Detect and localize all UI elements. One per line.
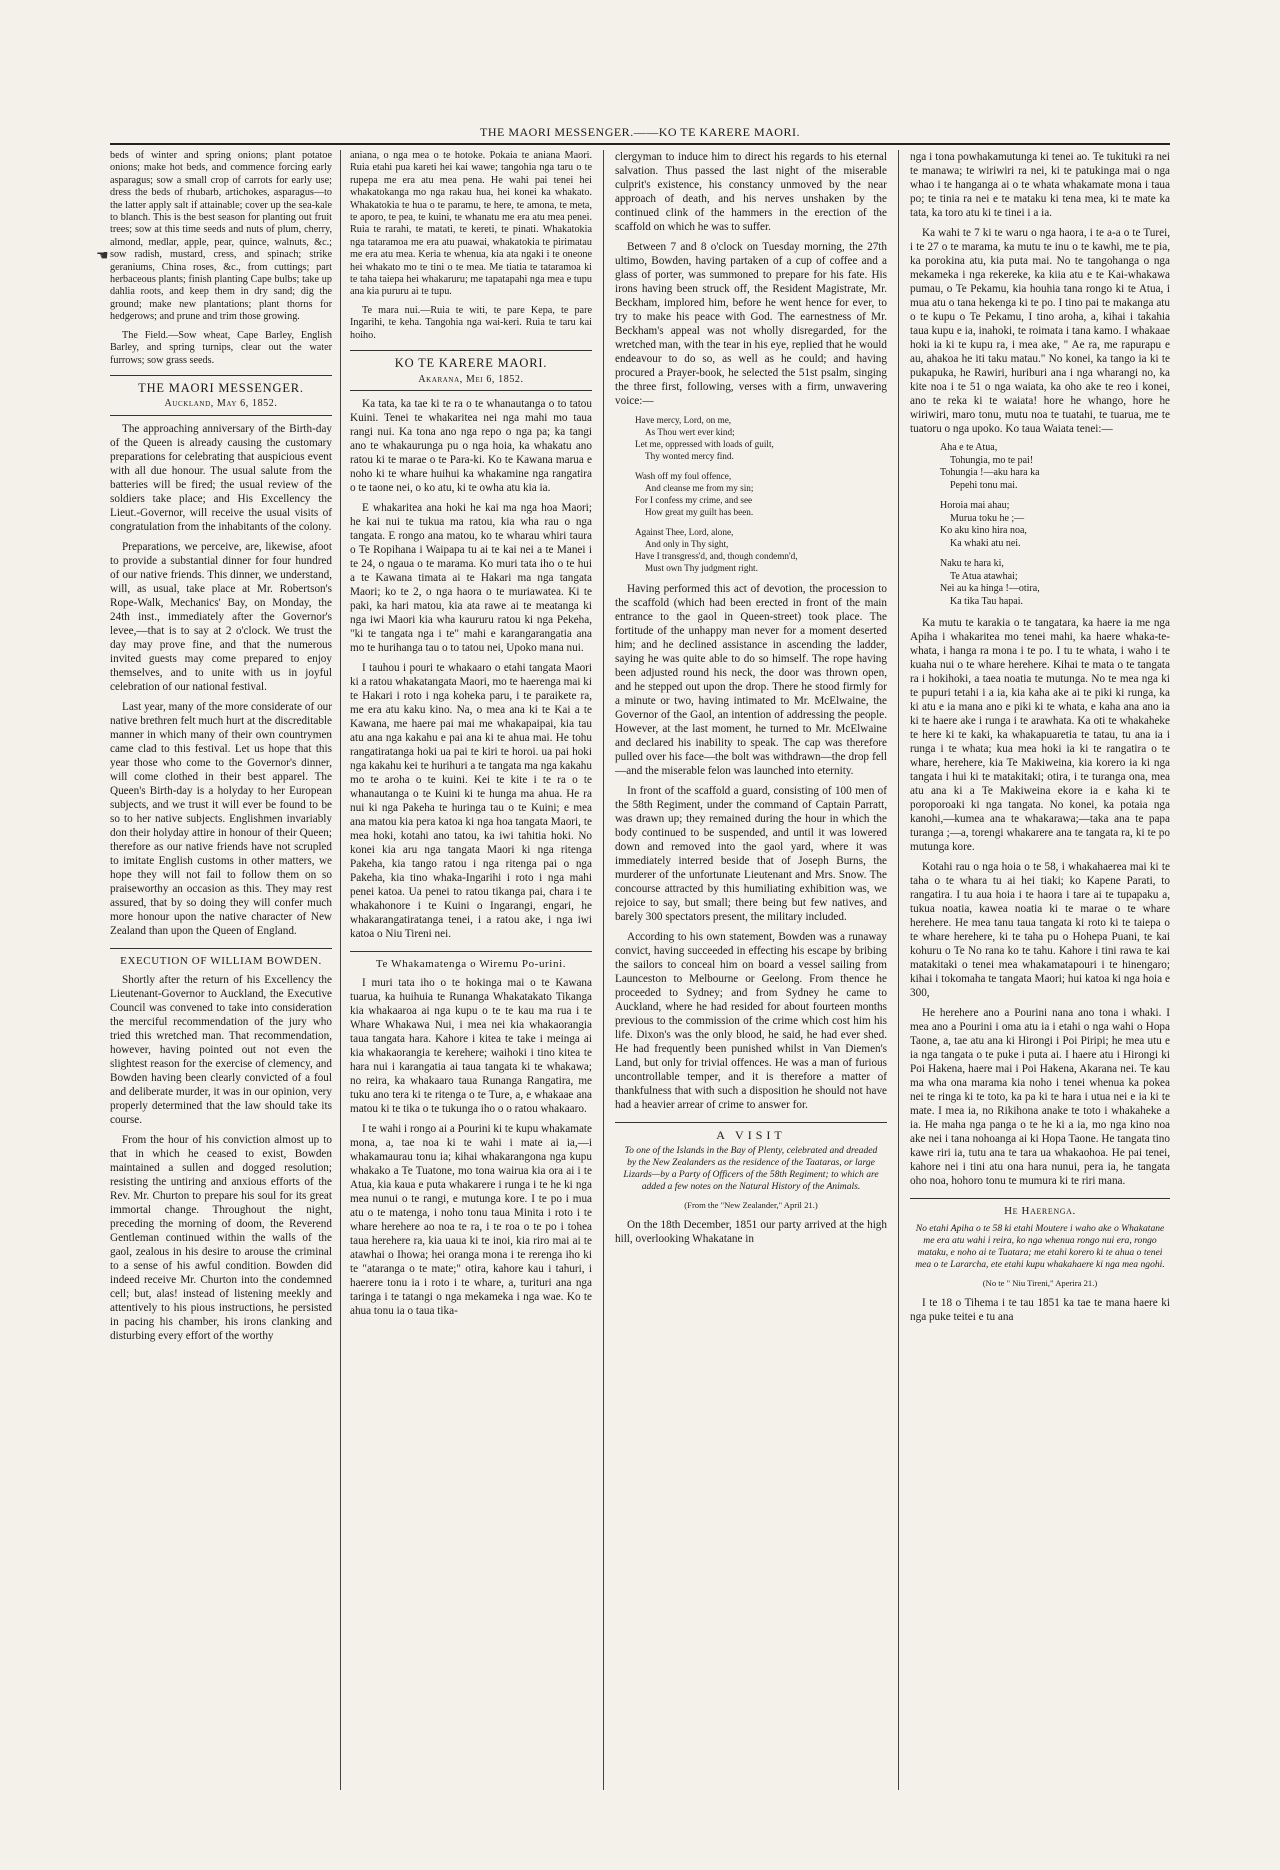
column-maori-left [350, 150, 592, 1790]
article-paragraph: From the hour of his conviction almost up to that in which he ceased to exist, Bowden maintained a sullen and dogged resolution; resisting the untiring and anxious efforts of the Rev. Mr. Churton to prepare his soul for its great immortal change. Throughout the night, preceding the morning of doom, the Reverend Gentleman continued within the walls of the gaol, zealous in his desire to arouse the criminal to a sense of his awful condition. Bowden did indeed receive Mr. Churton into the condemned cell; but, alas! instead of listening meekly and attentively to his pious instructions, he persisted in pacing his chamber, his irons clanking and disturbing every effort of the worthy [110, 1134, 332, 1343]
article-paragraph: I te wahi i rongo ai a Pourini ki te kupu whakamate mona, a, tae noa ki te wahi i mate ai ia,—i whakamaurau tonu ia; kihai whakarangona nga kupu whakako a Te Tuatone, mo tona wairua kia ora ai i te Atua, kia kaua e puta whakarere i runga i te he ki nga mea nunui o te rangi, e mutunga kore. I te po i mua atu o te matenga, i noho tonu taua Minita i roto i te whare herehere ao noa te ra, i te roa o te po i tohea taua herehere ra, kia uaua ki te inoi, kia riro mai ai te atawhai o Ihowa; hei oranga mona i te rerenga iho ki te "ataranga o te mate;" otira, kahore kau i tahuri, i haerere tonu ia i roto i te whare, a, turituri ana nga taringa i te tatangi o nga mekameka i nga wae. Ko te ahua tonu ia o taua tika- [350, 1123, 592, 1318]
article-paragraph: Between 7 and 8 o'clock on Tuesday morning, the 27th ultimo, Bowden, having partaken of a cup of coffee and a glass of porter, was summoned to prepare for his fate. His irons having been struck off, the Resident Magistrate, Mr. Beckham, implored him, before he went hence for ever, to try to make his peace with God. The earnestness of Mr. Beckham's appeal was not wholly disregarded, for the wretched man, with the tear in his eye, replied that he would endeavour to do so, as well as he could; and having procured a Prayer-book, he selected the 51st psalm, singing the three first, following, verses with a firm, unwavering voice:— [615, 241, 887, 407]
page-header: THE MAORI MESSENGER.——KO TE KARERE MAORI. [110, 125, 1170, 145]
article-paragraph: E whakaritea ana hoki he kai ma nga hoa Maori; he kai nui te tukua ma ratou, kia wha rau o nga tangata. E rongo ana matou, ko te wharau whiri taura o Te Ropihana i Waipapa tu ai te kai nei a te Manei i te 24, o ngaua o te marama. Ko muri tata iho o te hui a te Kawana timata ai te Hakari ma nga tangata Maori; ko te 2, o nga haora o te muriawatea. Ki te paki, ka hari matou, kia ata rawe ai te meatanga ki nga iwi Maori kia wha kaururu ratou ki nga Pekeha, "ki te tangata nga i te" mahi e karangarangatia ana mo te hurihanga tau o to tatou nei, Upoko mana nui. [350, 501, 592, 654]
visit-heading: A VISIT [615, 1122, 887, 1141]
verse-line: Ka whaki atu nei. [950, 537, 1021, 549]
verse-line: Let me, oppressed with loads of guilt, [635, 439, 774, 449]
article-paragraph: Having performed this act of devotion, the procession to the scaffold (which had been erected in front of the main entrance to the gaol in Queen-street) took place. The fortitude of the unhappy man never for a moment deserted him; and he declined assistance in ascending the ladder, saying he was quite able to do so himself. The rope having been adjusted round his neck, the door was thrown open, and he stepped out upon the drop. There he stood firmly for a minute or two, having intimated to Mr. McElwaine, the Governor of the Gaol, an intention of addressing the people. However, at the last moment, he turned to Mr. McElwaine and declared his inability to speak. The cap was therefore pulled over his face—the bolt was withdrawn—the drop fell—and the miserable felon was launched into eternity. [615, 583, 887, 777]
haerenga-heading: He Haerenga. [910, 1198, 1170, 1217]
verse-line: Naku te hara ki, [940, 558, 1004, 569]
article-paragraph: He herehere ano a Pourini nana ano tona i whaki. I mea ano a Pourini i oma atu ia i etahi o nga wahi o Hopa Taone, a, tae atu ana ki Hirongi i Poi Piripi; he mea utu e ia nga tangata o te puke i puta ai. I haere atu i Hirongi ki Poi Hakena, haere mai i Poi Hakena, Akarana nei. Te kau ma wha ona marama kia noho i tenei whenua ka pokea nei te ringa ki te toto, ka pa ki te hara i utua nei e ia ki te mate. I mea ia, no Rikihona anake te toto i whakaheke a ia. He maha nga panga o te he ki a ia, mo nga kino noa ake nei i tana nohoanga ai ki Hopa Taone. He tangata tino kawe riri ia, tutu ana te tara ua whakaohoa. He pai tenei, kahore nei i tini atu ona hara nunui, pera ia, he tangata oho noa, hohoro tonu te mumura ki te riri mana. [910, 1007, 1170, 1187]
column-english-right [615, 150, 887, 1790]
verse-line: Have I transgress'd, and, though condemn'd, [635, 551, 798, 561]
article-paragraph: I te 18 o Tihema i te tau 1851 ka tae te mana haere ki nga puke teitei e tu ana [910, 1296, 1170, 1323]
haerenga-subheading: No etahi Apiha o te 58 ki etahi Moutere i waho ake o Whakatane me era atu wahi i reira, ko nga whenua rongo nui era, rongo mataku, e noho ai te Tuatara; me etahi korero ki te ahua o tenei mea o te Lararcha, ete etahi kupu whakahaere ki nga mea ngohi. [915, 1223, 1165, 1271]
verse-line: Horoia mai ahau; [940, 500, 1010, 511]
verse-line: Aha e te Atua, [940, 442, 998, 453]
pointing-hand-mark-icon: ☚ [96, 249, 109, 264]
article-paragraph: Ka wahi te 7 ki te waru o nga haora, i te a-a o te Turei, i te 27 o te marama, ka mutu te inu o te kawhi, me te pia, ka porokina atu, kia puta mai. No te tangohanga o nga mekameka i nga rekereke, ka kiia atu e te Kai-whakawa pumau, o Te Pekamu, kia houhia tana rongo ki te Atua, i mua atu o tana hekenga ki te po. I tino pai te makanga atu o te kupu o Te Pekamu, I tino aroha, a, kihai i takahia taua kupu e ia, inahoki, te roimata i tana kamo. I whakaae hoki ia ki te kupu ra, i mea ake, " Ae ra, me rapurapu e au, ahakoa he iti taku matau." No konei, ka tango ia ki te pukapuka, he Rawiri, huriburi ana i nga wharangi no, ka kite noa i te 51 o nga waiata, ka oho ake te reo i konei, ano te reka ki te waiata! hore he whango, hore he wiriwiri, maro tonu, mutu noa te tuatahi, te tuarua, me te tuatoru o nga upoko. Ko taua Waiata tenei:— [910, 227, 1170, 435]
article-paragraph: According to his own statement, Bowden was a runaway convict, having succeeded in effecting his escape by bribing the sailors to conceal him on board a vessel sailing from Launceston to Melbourne or Geelong. From thence he proceeded to Sydney; and from Sydney he came to Auckland, where he had resided for about fourteen months previous to the commission of the crime which cost him his life. Dixon's was the only blood, he said, he had ever shed. He had frequently been punished whilst in Van Diemen's Land, but only for trivial offences. He was a man of furious uncontrollable temper, and it is therefore a matter of thankfulness that with such a disposition he should not have had a heavier arrear of crime to answer for. [615, 931, 887, 1111]
article-paragraph: The approaching anniversary of the Birth-day of the Queen is already causing the customary preparations for celebrating that auspicious event with all due honour. The usual salute from the batteries will be fired; the usual review of the soldiers take place; and His Excellency the Lieut.-Governor, will receive the usual visits of congratulation from the inhabitants of the colony. [110, 422, 332, 533]
visit-credit: (From the "New Zealander," April 21.) [684, 1200, 818, 1211]
verse-line: As Thou wert ever kind; [645, 427, 735, 437]
visit-subheading: To one of the Islands in the Bay of Plenty, celebrated and dreaded by the New Zealanders as the residence of the Taataras, or large Lizards—by a Party of Officers of the 58th Regiment; to which are added a few notes on the Natural History of the Animals. [623, 1145, 879, 1193]
verse-line: Nei au ka hinga !—otira, [940, 583, 1040, 594]
verse-line: Thy wonted mercy find. [645, 451, 734, 461]
article-paragraph: On the 18th December, 1851 our party arrived at the high hill, overlooking Whakatane in [615, 1218, 887, 1245]
article-paragraph: nga i tona powhakamutunga ki tenei ao. Te tukituki ra nei te manawa; te wiriwiri ra nei, ki te patukinga mai o nga whao i te hanganga ai o te whata whakamate mona i taua po; te tinia ra nei e te mataku ki tena mea, ki te mate ka tata, ka toro atu ki te tinei i a ia. [910, 151, 1170, 219]
verse-line: Tohungia, mo te pai! [950, 454, 1034, 466]
wiremu-heading: Te Whakamatenga o Wiremu Po-urini. [350, 951, 592, 970]
article-paragraph: Ka tata, ka tae ki te ra o te whanautanga o to tatou Kuini. Tenei te whakaritea nei nga mahi mo taua rangi nui. Ka tona ano nga repo o nga pa; ka tangi ano te whakaurunga pu o nga hoia, ka whakatu ano ratou ki te marae o te Para-ki. Ko te Kawana marua e noho ki te whare huihui ka whakamine nga rangatira o te taone nei, o ko atu, ki te owha atu kia ia. [350, 397, 592, 494]
verse-line: Wash off my foul offence, [635, 471, 732, 481]
haerenga-credit: (No te " Niu Tireni," Aperira 21.) [982, 1278, 1098, 1289]
masthead-english: THE MAORI MESSENGER. [110, 375, 332, 394]
column-maori-right [910, 150, 1170, 1790]
verse-line: For I confess my crime, and see [635, 495, 753, 505]
verse-line: Ka tika Tau hapai. [950, 595, 1023, 607]
verse-line: Pepehi tonu mai. [950, 479, 1018, 491]
article-paragraph: I muri tata iho o te hokinga mai o te Kawana tuarua, ka huihuia te Runanga Whakatakato Tikanga kia whakaaroa ai nga kupu o te te kau ma rua i te Whare Whakawa Nui, i mea nei kia whakaorangia taua tangata hara. Kahore i kitea te take i meinga ai kia whakaorangia te kerehere; waihoki i tino kitea te hara nui i karangatia ai taua tangata ki te whakawa; no reira, ka whakaaro taua Runanga Rangatira, me tuku ano tera ki te ritenga o te Ture, a, e whakaae ana matou ki te tika o te tukunga iho o o ratou whakaaro. [350, 977, 592, 1116]
masthead-maori: KO TE KARERE MAORI. [350, 350, 592, 369]
article-paragraph: Last year, many of the more considerate of our native brethren felt much hurt at the discreditable manner in which many of their own countrymen came clad to this festival. Let us hope that this year those who come to the Governor's dinner, will come clothed in their best apparel. The Queen's Birth-day is a holyday to her European subjects, and we trust it will ever be found to be so to her native subjects. Englishmen invariably don their holyday attire in honour of their Queen; therefore as our native friends have not scrupled to imitate English customs in other matters, we hope they will not fail to follow them on so praiseworthy an occasion as this. They may rest assured, that by so doing they will confer much more honour upon the native character of New Zealand than upon the Queen of England. [110, 700, 332, 937]
verse-line: How great my guilt has been. [645, 507, 754, 517]
article-paragraph: Shortly after the return of his Excellency the Lieutenant-Governor to Auckland, the Executive Council was convened to take into consideration the merciful recommendation of the jury who tried this wretched man. That recommendation, however, having pointed out not even the slightest reason for the exercise of clemency, and Bowden having been clearly convicted of a foul and deliberate murder, it was in our opinion, very properly determined that the law should take its course. [110, 974, 332, 1127]
psalm-verse [635, 414, 887, 574]
verse-line: Ko aku kino hira noa, [940, 525, 1027, 536]
column-divider [603, 150, 604, 1790]
garden-maori-text: aniana, o nga mea o te hotoke. Pokaia te aniana Maori. Ruia etahi pua kareti hei kai wawe; tangohia nga taru o te rupepa me era atu mea pena. He wahi pai tenei hei whakatokanga mo nga rakau hua, hei konei ka whakato. Whakatokia te hua o te paramu, te here, te amona, te meta, te aporo, te pea, te kuini, te whanatu me era atu mea penei. Ruia te rarahi, te matati, te kereti, te pinati. Whakatokia nga tataramoa me era atu puawai, whakatokia te pirimatau me era atu mea. Keria te whenua, kia ata ngaki i te oneone hei whakato mo te tini o te mea. Me tiatia te tataramoa ki te taha taiepa hei whakaruru; me tapatapahi nga mea e tupu ana kia pururu ai te tupu. [350, 150, 592, 298]
verse-line: Murua toku he ;— [950, 512, 1025, 524]
field-maori-text: Te mara nui.—Ruia te witi, te pare Kepa, te pare Ingarihi, te keha. Tangohia nga wai-keri. Ruia te taru kai hoiho. [350, 304, 592, 341]
article-paragraph: clergyman to induce him to direct his regards to his eternal salvation. Thus passed the last night of the miserable culprit's existence, his constancy unmoved by the near approach of death, and his nerves unshaken by the continued clink of the hammers in the erection of the scaffold on which he was to suffer. [615, 151, 887, 233]
article-paragraph: Kotahi rau o nga hoia o te 58, i whakahaerea mai ki te taha o te whara tu ai hei tiaki; ko Kapene Parati, to rangatira. I tu aua hoia i te haora i tare ai te tupapaku a, tukua noatia, kawea noatia ki te marae o te whare herehere. He mea tanu taua tangata ki roto ki te taiepa o te whare herehere, ki te taha pu o Hohepa Puani, te kai kohuru o Te No rana ko te tahu. Kahore i tini rawa te kai matakitaki o tenei mea whakamatapouri i te hinengaro; kihai i tokomaha te tangata Maori; hui katoa ki nga hoia e 300, [910, 861, 1170, 999]
verse-line: Must own Thy judgment right. [645, 563, 758, 573]
garden-intro-text: beds of winter and spring onions; plant potatoe onions; make hot beds, and commence forcing early asparagus; sow a small crop of carrots for early use; dress the beds of rhubarb, artichokes, asparagus—to the latter apply salt if attainable; cover up the sea-kale to blanch. This is the best season for planting out fruit trees; sow at this time seeds and nuts of plum, cherry, almond, medlar, apple, pear, quince, walnuts, &c.; sow radish, mustard, cress, and spinach; strike geraniums, China roses, &c., from cuttings; part herbaceous plants; finish planting Cape bulbs; take up dahlia roots, and keep them in dry sand; dig the ground; make new plantations; plant thorns for hedgerows; and prune and trim those growing. [110, 150, 332, 323]
article-paragraph: In front of the scaffold a guard, consisting of 100 men of the 58th Regiment, under the command of Captain Parratt, was drawn up; they remained during the hour in which the body continued to be suspended, and until it was lowered down and removed into the gaol yard, where it was immediately interred beside that of Joseph Burns, the murderer of the unfortunate Lieutenant and Mrs. Snow. The concourse attracted by this humiliating exhibition was, we rejoice to say, but small; there being but few natives, and barely 300 spectators present, the military included. [615, 785, 887, 923]
verse-line: Against Thee, Lord, alone, [635, 527, 734, 537]
maori-hymn-verse [940, 442, 1170, 608]
column-divider [898, 150, 899, 1790]
verse-line: And only in Thy sight, [645, 539, 729, 549]
field-note-text: The Field.—Sow wheat, Cape Barley, English Barley, and spring turnips, clear out the water furrows; sow grass seeds. [110, 329, 332, 366]
column-divider [340, 150, 341, 1790]
verse-line: Tohungia !—aku hara ka [940, 467, 1040, 478]
verse-line: Have mercy, Lord, on me, [635, 415, 732, 425]
dateline-maori: Akarana, Mei 6, 1852. [350, 374, 592, 391]
dateline-english: Auckland, May 6, 1852. [110, 398, 332, 415]
article-paragraph: Ka mutu te karakia o te tangatara, ka haere ia me nga Apiha i whakaritea mo tenei mahi, ka haere whaka-te-whata, i hanga ra mona i te po. I tu te whata, i waho i te kuaha nui o te whare herehere. Kihai te mata o te tangata ra i hokihoki, a taea noatia te mutunga. No te mea nga ki te pupuri tetahi i a ia, kia kaha ake ai te piki ki runga, ka ki atu e ia mana ano e piki ki te whata, e kaha ana ano ia ki te haere ake i runga i te arawhata. Ka oti te whakaheke te here ki te kaki, ka whakapuaretia te tatau, tu ana ia i runga i te whata; kua mea hoki ia ki te rangatira o te whare, herehere, kia Te Makiweina, kia korero ia ki nga tangata i hui ki te matakitaki; otira, i te turanga ona, mea atu ana ki a Te Makiweina ekore ia e kaha ki te poroporoaki ki nga tangata. No konei, ka potaia nga kanohi,—kumea ana te whakarawa;—taka ana te papa turanga ;—a, torengi whakarere ana te tangata ra, ki te po mutunga kore. [910, 617, 1170, 853]
article-paragraph: I tauhou i pouri te whakaaro o etahi tangata Maori ki a ratou whakatangata Maori, mo te haerenga mai ki te Hakari i roto i nga koheka paru, i te paraikete ra, me era atu kaku kino. Na, o mea ana ki te Kai a te Kawana, me haere pai mai me whakapaipai, kia tau atu ana nga kakahu e pai ana ki te ahua mai. He tohu rangatiratanga hoki ua pai te kiri te horoi. ua pai hoki nga kakahu kei te hurihuri a te tangata ma nga kakahu mo te aroha o te kuini. Kei te kite i te ra o te whanautanga o te Kuini ki te hunga ma ahua. He ra nui ki nga Pakeha te huringa tau o te Kuini; e mea ana matou kia pera katoa ki nga hoa tangata Maori, te mea hoki, kotahi ano tatou, ka iwi tahitia hoki. No konei kia aru nga tangata Maori ki nga ritenga Pakeha, kia tango ratou i nga ritenga pai o nga Pakeha, kia tino whaka-Ingarihi i roto i nga mahi penei katoa. Ua penei to ratou tikanga pai, chara i te whakahonore i te Kuini o Ingarangi, engari, he whakarangatiratanga tenei, i a ratou ake, i nga iwi katoa o Niu Tireni nei. [350, 661, 592, 940]
execution-heading: EXECUTION OF WILLIAM BOWDEN. [110, 948, 332, 967]
verse-line: And cleanse me from my sin; [645, 483, 754, 493]
article-paragraph: Preparations, we perceive, are, likewise, afoot to provide a substantial dinner for four hundred of our native friends. This dinner, we understand, will, as usual, take place at Mr. Robertson's Rope-Walk, Mechanics' Bay, on Monday, the 24th inst., immediately after the Governor's levee,—that is to say at 2 o'clock. We trust the day may prove fine, and that the numerous invited guests may come prepared to enjoy themselves, and to unite with us in joyful celebration of our national festival. [110, 540, 332, 693]
column-english-left [110, 150, 332, 1790]
verse-line: Te Atua atawhai; [950, 570, 1018, 582]
